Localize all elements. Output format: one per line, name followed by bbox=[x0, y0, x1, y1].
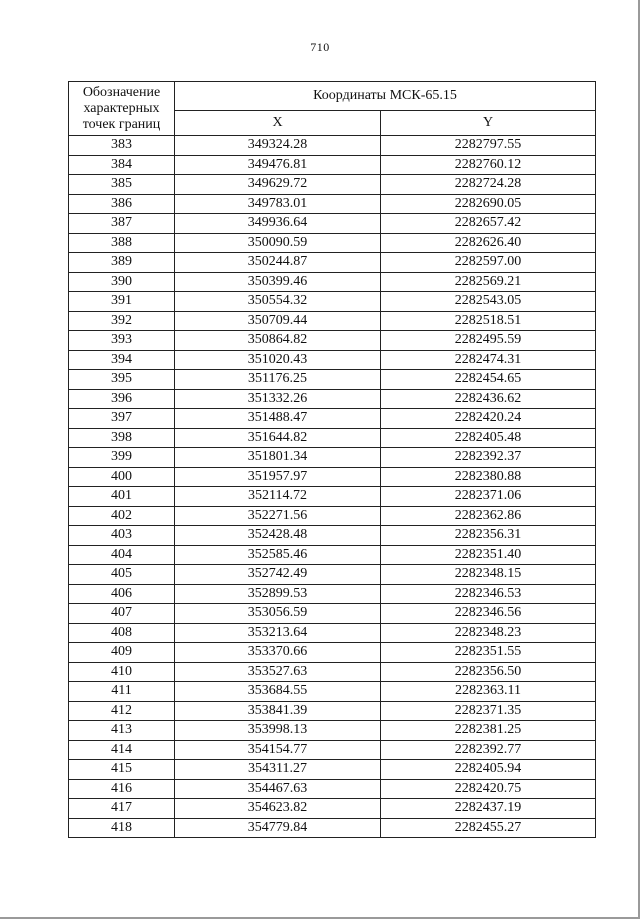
y-coordinate-cell: 2282371.06 bbox=[381, 487, 596, 507]
x-coordinate-cell: 352899.53 bbox=[175, 584, 381, 604]
coordinates-table bbox=[68, 81, 596, 838]
point-id-cell: 401 bbox=[69, 487, 175, 507]
table-row bbox=[69, 779, 596, 799]
x-coordinate-cell: 353841.39 bbox=[175, 701, 381, 721]
y-coordinate-cell: 2282724.28 bbox=[381, 175, 596, 195]
point-id-cell: 388 bbox=[69, 233, 175, 253]
point-id-cell: 389 bbox=[69, 253, 175, 273]
point-id-cell: 413 bbox=[69, 721, 175, 741]
x-coordinate-cell: 353370.66 bbox=[175, 643, 381, 663]
y-coordinate-cell: 2282518.51 bbox=[381, 311, 596, 331]
point-id-cell: 405 bbox=[69, 565, 175, 585]
coords-title-header: Координаты МСК-65.15 bbox=[175, 82, 596, 111]
x-coordinate-cell: 350244.87 bbox=[175, 253, 381, 273]
x-coordinate-cell: 352271.56 bbox=[175, 506, 381, 526]
table-row bbox=[69, 350, 596, 370]
x-coordinate-cell: 354467.63 bbox=[175, 779, 381, 799]
x-coordinate-cell: 351176.25 bbox=[175, 370, 381, 390]
y-coordinate-cell: 2282351.40 bbox=[381, 545, 596, 565]
point-id-cell: 403 bbox=[69, 526, 175, 546]
y-coordinate-cell: 2282495.59 bbox=[381, 331, 596, 351]
y-coordinate-cell: 2282356.50 bbox=[381, 662, 596, 682]
x-coordinate-cell: 352114.72 bbox=[175, 487, 381, 507]
y-coordinate-cell: 2282436.62 bbox=[381, 389, 596, 409]
x-coordinate-cell: 351957.97 bbox=[175, 467, 381, 487]
x-coordinate-cell: 352742.49 bbox=[175, 565, 381, 585]
point-id-cell: 398 bbox=[69, 428, 175, 448]
table-row bbox=[69, 409, 596, 429]
table-row bbox=[69, 643, 596, 663]
x-coordinate-cell: 354154.77 bbox=[175, 740, 381, 760]
y-coordinate-cell: 2282392.37 bbox=[381, 448, 596, 468]
table-row bbox=[69, 565, 596, 585]
point-id-cell: 399 bbox=[69, 448, 175, 468]
x-coordinate-cell: 353213.64 bbox=[175, 623, 381, 643]
table-row bbox=[69, 292, 596, 312]
x-coordinate-cell: 353056.59 bbox=[175, 604, 381, 624]
table-row bbox=[69, 311, 596, 331]
table-row bbox=[69, 136, 596, 156]
point-id-cell: 387 bbox=[69, 214, 175, 234]
y-coordinate-cell: 2282348.15 bbox=[381, 565, 596, 585]
point-id-cell: 407 bbox=[69, 604, 175, 624]
point-id-cell: 386 bbox=[69, 194, 175, 214]
table-row bbox=[69, 545, 596, 565]
y-coordinate-cell: 2282371.35 bbox=[381, 701, 596, 721]
x-coordinate-cell: 353998.13 bbox=[175, 721, 381, 741]
point-id-cell: 409 bbox=[69, 643, 175, 663]
y-coordinate-cell: 2282363.11 bbox=[381, 682, 596, 702]
x-coordinate-cell: 351332.26 bbox=[175, 389, 381, 409]
y-coordinate-cell: 2282351.55 bbox=[381, 643, 596, 663]
table-row bbox=[69, 623, 596, 643]
y-coordinate-cell: 2282405.94 bbox=[381, 760, 596, 780]
x-coordinate-cell: 350554.32 bbox=[175, 292, 381, 312]
point-id-cell: 404 bbox=[69, 545, 175, 565]
point-id-cell: 395 bbox=[69, 370, 175, 390]
point-id-cell: 408 bbox=[69, 623, 175, 643]
point-id-cell: 397 bbox=[69, 409, 175, 429]
y-coordinate-cell: 2282420.24 bbox=[381, 409, 596, 429]
y-coordinate-cell: 2282626.40 bbox=[381, 233, 596, 253]
point-id-cell: 385 bbox=[69, 175, 175, 195]
point-id-cell: 384 bbox=[69, 155, 175, 175]
table-row bbox=[69, 389, 596, 409]
table-row bbox=[69, 682, 596, 702]
y-coordinate-cell: 2282362.86 bbox=[381, 506, 596, 526]
point-id-cell: 416 bbox=[69, 779, 175, 799]
y-coordinate-cell: 2282454.65 bbox=[381, 370, 596, 390]
x-coordinate-cell: 350864.82 bbox=[175, 331, 381, 351]
point-id-cell: 411 bbox=[69, 682, 175, 702]
table-row bbox=[69, 214, 596, 234]
table-row bbox=[69, 487, 596, 507]
table-row bbox=[69, 662, 596, 682]
y-coordinate-cell: 2282381.25 bbox=[381, 721, 596, 741]
y-coordinate-cell: 2282356.31 bbox=[381, 526, 596, 546]
table-row bbox=[69, 253, 596, 273]
table-header bbox=[69, 82, 596, 136]
x-coordinate-cell: 354779.84 bbox=[175, 818, 381, 838]
table-row bbox=[69, 155, 596, 175]
point-id-cell: 417 bbox=[69, 799, 175, 819]
point-label-line-2: характерных bbox=[83, 100, 160, 116]
table-row bbox=[69, 467, 596, 487]
table-row bbox=[69, 701, 596, 721]
x-coordinate-cell: 354311.27 bbox=[175, 760, 381, 780]
x-coordinate-cell: 349324.28 bbox=[175, 136, 381, 156]
point-label-header bbox=[69, 82, 175, 136]
x-coordinate-cell: 349629.72 bbox=[175, 175, 381, 195]
x-column-header: X bbox=[175, 111, 381, 136]
x-coordinate-cell: 351488.47 bbox=[175, 409, 381, 429]
table-row bbox=[69, 175, 596, 195]
table-row bbox=[69, 799, 596, 819]
x-coordinate-cell: 350399.46 bbox=[175, 272, 381, 292]
point-id-cell: 400 bbox=[69, 467, 175, 487]
point-id-cell: 418 bbox=[69, 818, 175, 838]
point-id-cell: 393 bbox=[69, 331, 175, 351]
table-row bbox=[69, 604, 596, 624]
point-id-cell: 402 bbox=[69, 506, 175, 526]
y-coordinate-cell: 2282690.05 bbox=[381, 194, 596, 214]
point-id-cell: 391 bbox=[69, 292, 175, 312]
y-coordinate-cell: 2282455.27 bbox=[381, 818, 596, 838]
table-row bbox=[69, 818, 596, 838]
point-label-line-3: точек границ bbox=[82, 116, 161, 132]
point-id-cell: 390 bbox=[69, 272, 175, 292]
x-coordinate-cell: 351644.82 bbox=[175, 428, 381, 448]
point-id-cell: 396 bbox=[69, 389, 175, 409]
x-coordinate-cell: 349476.81 bbox=[175, 155, 381, 175]
point-id-cell: 383 bbox=[69, 136, 175, 156]
y-coordinate-cell: 2282380.88 bbox=[381, 467, 596, 487]
point-id-cell: 394 bbox=[69, 350, 175, 370]
table-row bbox=[69, 428, 596, 448]
point-id-cell: 412 bbox=[69, 701, 175, 721]
y-coordinate-cell: 2282346.56 bbox=[381, 604, 596, 624]
point-id-cell: 414 bbox=[69, 740, 175, 760]
table-row bbox=[69, 448, 596, 468]
y-coordinate-cell: 2282474.31 bbox=[381, 350, 596, 370]
table-row bbox=[69, 584, 596, 604]
y-column-header: Y bbox=[381, 111, 596, 136]
point-id-cell: 410 bbox=[69, 662, 175, 682]
y-coordinate-cell: 2282797.55 bbox=[381, 136, 596, 156]
y-coordinate-cell: 2282348.23 bbox=[381, 623, 596, 643]
table-row bbox=[69, 331, 596, 351]
x-coordinate-cell: 350709.44 bbox=[175, 311, 381, 331]
y-coordinate-cell: 2282346.53 bbox=[381, 584, 596, 604]
y-coordinate-cell: 2282760.12 bbox=[381, 155, 596, 175]
y-coordinate-cell: 2282420.75 bbox=[381, 779, 596, 799]
table-row bbox=[69, 760, 596, 780]
x-coordinate-cell: 349783.01 bbox=[175, 194, 381, 214]
point-id-cell: 392 bbox=[69, 311, 175, 331]
x-coordinate-cell: 352585.46 bbox=[175, 545, 381, 565]
table-row bbox=[69, 740, 596, 760]
table-row bbox=[69, 526, 596, 546]
x-coordinate-cell: 352428.48 bbox=[175, 526, 381, 546]
table-row bbox=[69, 272, 596, 292]
x-coordinate-cell: 353684.55 bbox=[175, 682, 381, 702]
table-body bbox=[69, 136, 596, 838]
table-row bbox=[69, 194, 596, 214]
x-coordinate-cell: 351020.43 bbox=[175, 350, 381, 370]
table-row bbox=[69, 370, 596, 390]
y-coordinate-cell: 2282657.42 bbox=[381, 214, 596, 234]
page-number: 710 bbox=[310, 40, 330, 54]
x-coordinate-cell: 350090.59 bbox=[175, 233, 381, 253]
y-coordinate-cell: 2282437.19 bbox=[381, 799, 596, 819]
y-coordinate-cell: 2282597.00 bbox=[381, 253, 596, 273]
table-row bbox=[69, 233, 596, 253]
x-coordinate-cell: 351801.34 bbox=[175, 448, 381, 468]
table-row bbox=[69, 506, 596, 526]
point-id-cell: 406 bbox=[69, 584, 175, 604]
x-coordinate-cell: 353527.63 bbox=[175, 662, 381, 682]
table-row bbox=[69, 721, 596, 741]
x-coordinate-cell: 354623.82 bbox=[175, 799, 381, 819]
y-coordinate-cell: 2282392.77 bbox=[381, 740, 596, 760]
point-id-cell: 415 bbox=[69, 760, 175, 780]
y-coordinate-cell: 2282569.21 bbox=[381, 272, 596, 292]
y-coordinate-cell: 2282405.48 bbox=[381, 428, 596, 448]
y-coordinate-cell: 2282543.05 bbox=[381, 292, 596, 312]
x-coordinate-cell: 349936.64 bbox=[175, 214, 381, 234]
point-label-line-1: Обозначение bbox=[82, 84, 161, 100]
